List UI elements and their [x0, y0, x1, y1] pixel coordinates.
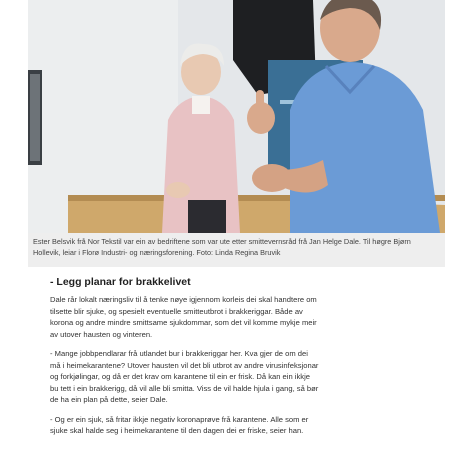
photo-caption: Ester Belsvik frå Nor Tekstil var ein av bedriftene som var ute etter smittevernsråd frå Jan Helge Dale. Til høgre Bjørn Hollevik, leiar i Florø Industri- og næringsforening. Foto: Linda Regina Bruvik	[33, 237, 411, 257]
section-heading: - Legg planar for brakkelivet	[50, 276, 191, 288]
paragraph: - Og er ein sjuk, så fritar ikkje negativ koronaprøve frå karantene. Alle som er sjuke skal halde seg i heimekarantene til den dagen dei er friske, seier han.	[50, 414, 309, 435]
paragraph: - Mange jobbpendlarar frå utlandet bur i brakkeriggar her. Kva gjer de om dei må i heimekarantene? Utover hausten vil det bli utbrot av andre virusinfeksjonar og forkjølingar, og då er det krav om karantene til ein er frisk. Då kan ein ikkje bu tett i ein brakkerigg, då vil alle bli smitta. Viss de vil halde hjula i gang, så bør de ha ein plan på dette, seier Dale.	[50, 349, 319, 404]
article-photo	[28, 0, 445, 233]
article-body	[50, 276, 320, 445]
photo-caption-band	[28, 233, 445, 267]
photo-illustration	[28, 0, 445, 233]
paragraph: Dale rår lokalt næringsliv til å tenke nøye igjennom korleis dei skal handtere om tilsette blir sjuke, og spesielt eventuelle smitteutbrot i brakkeriggar. Både av korona og andre mindre smittsame sjukdommar, som det vil komme mykje meir av utover hausten og vinteren.	[50, 295, 317, 339]
